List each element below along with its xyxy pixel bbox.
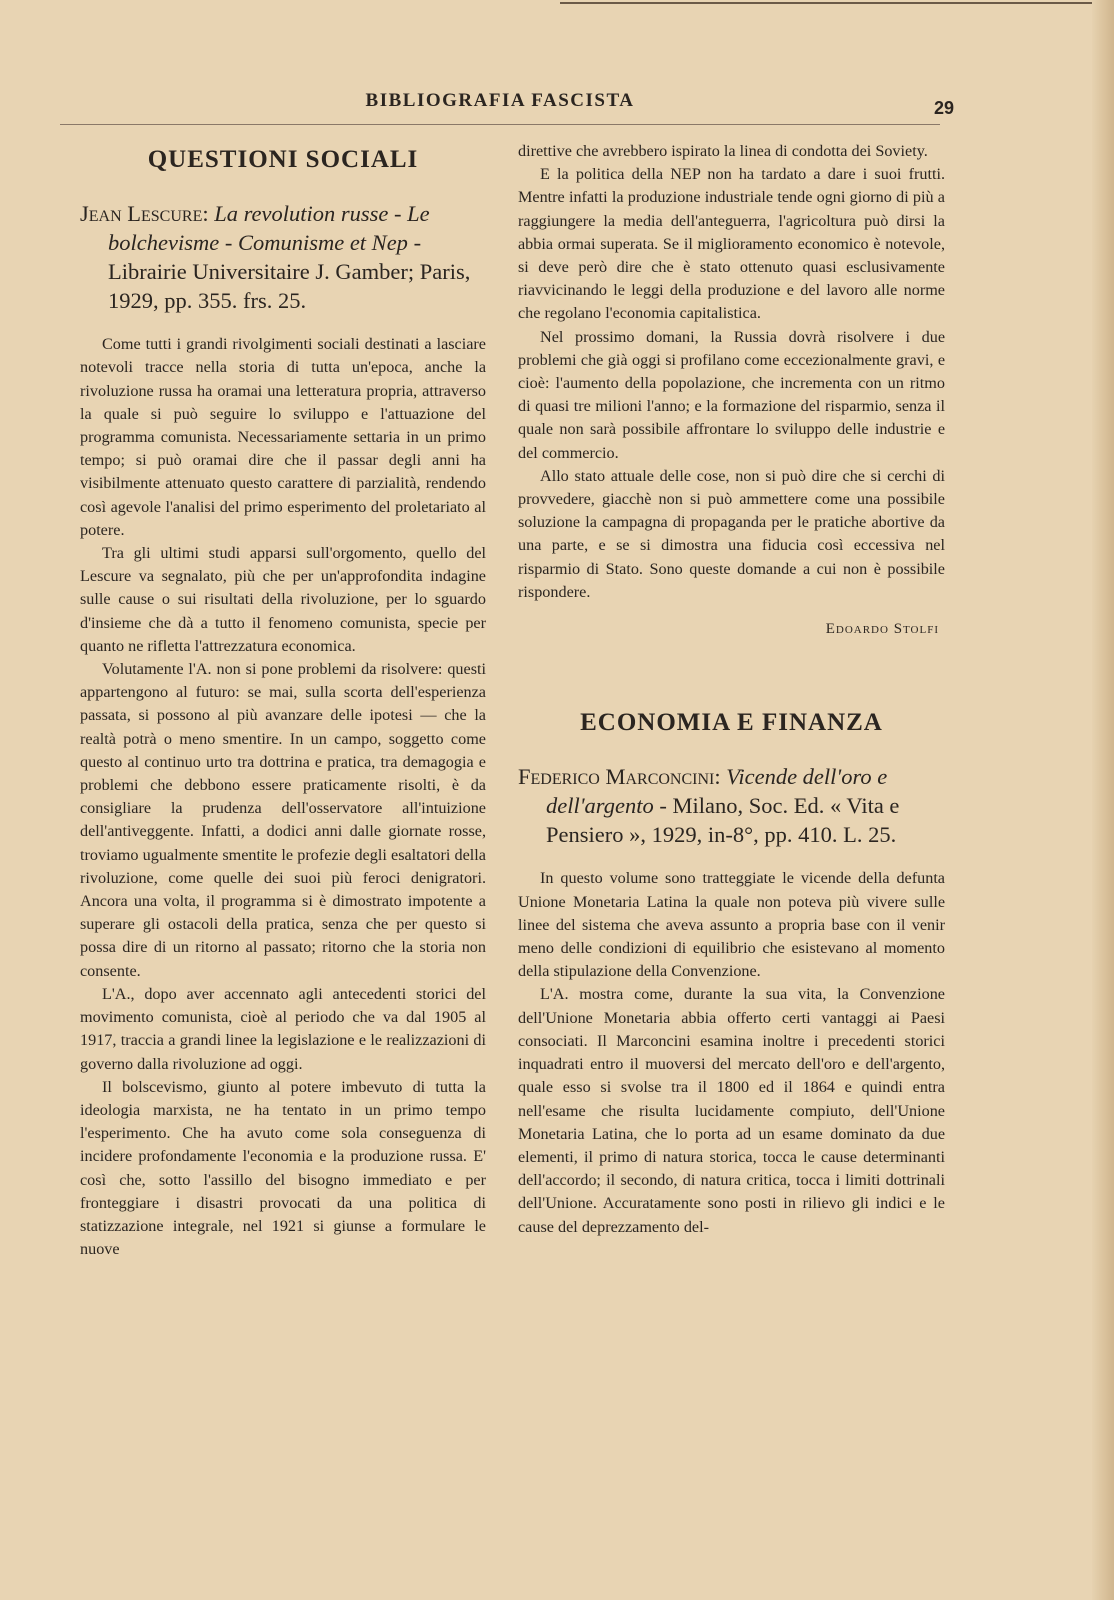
bibliographic-entry-marconcini — [518, 762, 945, 849]
paragraph: L'A. mostra come, durante la sua vita, la Convenzione dell'Unione Monetaria abbia offerto certi vantaggi ai Paesi consociati. Il Marconcini esamina inoltre i precedenti storici inquadrati entro il muoversi del mercato dell'oro e dell'argento, quale esso si svolse tra il 1800 ed il 1864 e quindi entra nell'esame che risulta lucidamente compiuto, dell'Unione Monetaria Latina, che lo porta ad un esame dominato da due elementi, il primo di natura storica, tocca le cause determinanti dell'accordo; il secondo, di natura critica, tocca i limiti dottrinali dell'Unione. Accuratamente sono posti in rilievo gli indici e le cause del deprezzamento del- — [518, 985, 945, 1236]
reviewer-signature: Edoardo Stolfi — [825, 621, 939, 638]
paragraph: In questo volume sono tratteggiate le vicende della defunta Unione Monetaria Latina la quale non poteva più vivere sulle linee del sistema che aveva assunto a propria base con il venir meno delle condizioni di equilibrio che esistevano al momento della stipulazione della Convenzione. — [518, 869, 945, 981]
section-spacer — [518, 641, 945, 703]
page-number: 29 — [933, 98, 954, 118]
right-column — [518, 140, 945, 1239]
author-name: Federico Marconcini — [518, 764, 715, 790]
section-title-economia-e-finanza: ECONOMIA E FINANZA — [580, 709, 883, 737]
publication-details: - Milano, Soc. Ed. « Vita e Pensiero », 1929, in-8°, pp. 410. L. 25. — [546, 793, 900, 848]
author-name: Jean Lescure — [80, 201, 203, 227]
bibliographic-entry-lescure — [80, 199, 486, 315]
book-title: La revolution russe - Le bolchevisme - Comunisme et Nep — [108, 201, 430, 256]
paragraph: Nel prossimo domani, la Russia dovrà risolvere i due problemi che già oggi si profilano come eccezionalmente gravi, e cioè: l'aumento della popolazione, che incrementa con un ritmo di quasi tre milioni l'anno; e la formazione del risparmio, senza il quale non sarà possibile affrontare lo sviluppo delle industrie e del commercio. — [518, 327, 945, 462]
page-edge-shadow — [1092, 0, 1114, 1600]
paragraph: Tra gli ultimi studi apparsi sull'orgomento, quello del Lescure va segnalato, più che per un'approfondita indagine sulle cause o sui risultati della rivoluzione, per lo sguardo d'insieme che dà a tutto il fenomeno comunista, specie per quanto ne rifletta l'attrezzatura economica. — [80, 544, 486, 655]
author-colon: : — [202, 201, 209, 227]
author-colon: : — [714, 764, 721, 790]
running-header — [60, 88, 954, 125]
paragraph: Volutamente l'A. non si pone problemi da risolvere: questi appartengono al futuro: se mai, sulla scorta dell'esperienza passata, si possono al più avanzare delle ipotesi — che la realtà potrà o meno smentire. In un campo, soggetto come questo al continuo urto tra dottrina e pratica, tra demagogia e problemi che debbono essere praticamente risolti, è da consigliare la prudenza dell'osservatore all'intuizione dell'antiveggente. Infatti, a dodici anni dalle giornate rosse, troviamo ugualmente smentite le profezie degli esaltatori della rivoluzione, come quelle dei suoi più feroci denigratori. Ancora una volta, il programma si è dimostrato impotente a superare gli ostacoli della pratica, senza che per questo si possa dire di un ritorno al passato; ritorno che la storia non consente. — [80, 660, 486, 980]
paragraph-continued: direttive che avrebbero ispirato la linea di condotta dei Soviety. — [518, 142, 928, 160]
paragraph: Come tutti i grandi rivolgimenti sociali destinati a lasciare notevoli tracce nella storia di tutta un'epoca, anche la rivoluzione russa ha oramai una letteratura propria, attraverso la quale si può seguire lo sviluppo e l'attuazione del programma comunista. Necessariamente settaria in un primo tempo; si può oramai dire che il passar degli anni ha visibilmente attenuato questo carattere di parzialità, rendendo così agevole l'analisi del primo esperimento del proletariato al potere. — [80, 335, 486, 539]
paragraph: L'A., dopo aver accennato agli antecedenti storici del movimento comunista, cioè al periodo che va dal 1905 al 1917, traccia a grandi linee la legislazione e le realizzazioni di governo dalla rivoluzione ad oggi. — [80, 984, 486, 1073]
left-column — [80, 140, 486, 1261]
paragraph: Il bolscevismo, giunto al potere imbevuto di tutta la ideologia marxista, ne ha tentato in un primo tempo l'esperimento. Che ha avuto come sola conseguenza di incidere profondamente l'economia e la produzione russa. E' così che, sotto l'assillo del bisogno immediato e per fronteggiare i disastri provocati da una politica di statizzazione integrale, nel 1921 si giunse a formulare le nuove — [80, 1077, 486, 1259]
book-title: Vicende dell'oro e dell'argento — [546, 764, 888, 819]
section-title-questioni-sociali: QUESTIONI SOCIALI — [147, 146, 419, 173]
top-border-line — [560, 2, 1114, 4]
running-title: BIBLIOGRAFIA FASCISTA — [365, 90, 635, 111]
publication-details: - Librairie Universitaire J. Gamber; Paris, 1929, pp. 355. frs. 25. — [108, 230, 471, 314]
paragraph: Allo stato attuale delle cose, non si può dire che si cerchi di provvedere, giacchè non si può ammettere come una possibile soluzione la campagna di propaganda per le pratiche abortive da una parte, e se si dimostra una fiducia così eccessiva nel risparmio di Stato. Sono queste domande a cui non è possibile rispondere. — [518, 466, 945, 601]
paragraph: E la politica della NEP non ha tardato a dare i suoi frutti. Mentre infatti la produzione industriale tende ogni giorno di più a raggiungere la media dell'anteguerra, l'agricoltura può dirsi la abbia ormai superata. Se il miglioramento economico è notevole, si deve però dire che è stato ottenuto quasi esclusivamente riavvicinando le leggi della produzione e del lavoro alle norme che regolano l'economia capitalistica. — [518, 165, 945, 323]
